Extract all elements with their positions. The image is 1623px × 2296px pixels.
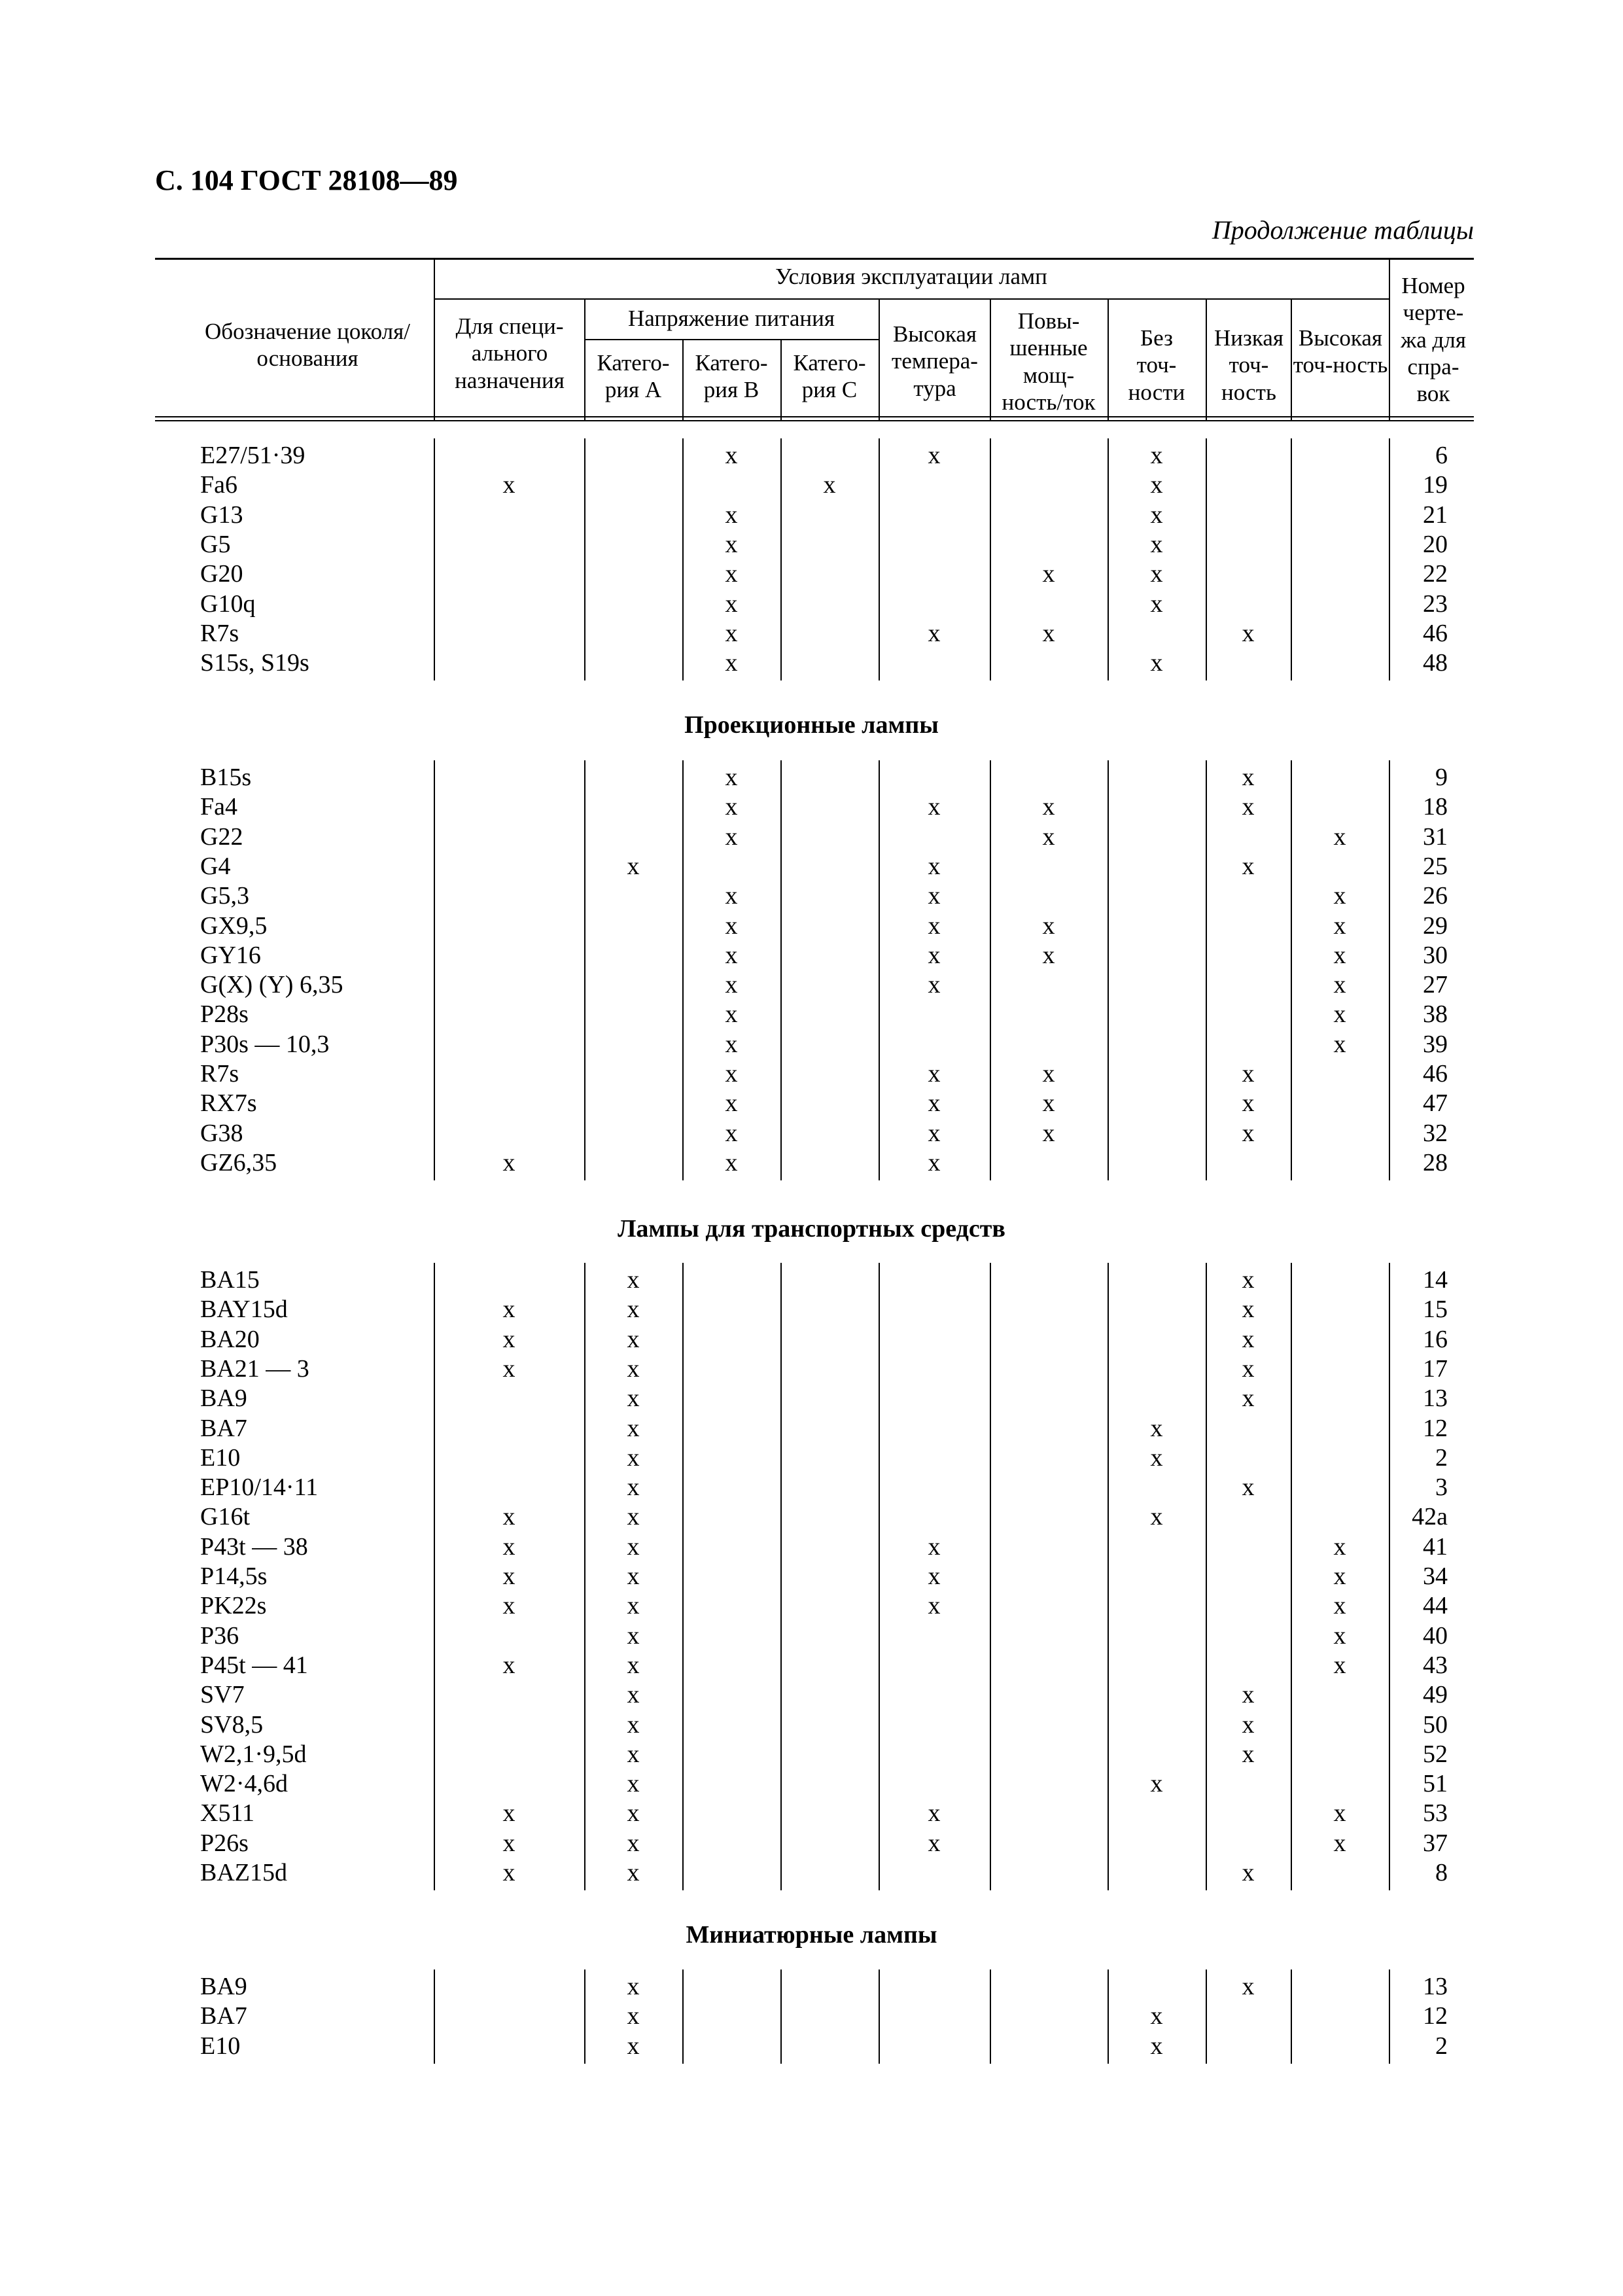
condition-mark: x (502, 1799, 515, 1828)
condition-mark: x (627, 1770, 640, 1798)
drawing-number: 40 (1423, 1621, 1448, 1650)
cap-designation: BAZ15d (200, 1859, 287, 1886)
cap-designation: P14,5s (200, 1563, 268, 1590)
condition-mark: x (725, 941, 738, 969)
condition-mark: x (1150, 2002, 1163, 2030)
condition-mark: x (1333, 822, 1346, 851)
condition-mark: x (725, 1089, 738, 1118)
drawing-number: 31 (1423, 822, 1448, 851)
drawing-number: 27 (1423, 971, 1448, 999)
condition-mark: x (627, 1592, 640, 1620)
table-row (0, 1443, 1623, 1473)
condition-mark: x (627, 1414, 640, 1442)
drawing-number: 29 (1423, 911, 1448, 940)
cap-designation: G16t (200, 1503, 250, 1531)
condition-mark: x (1042, 941, 1055, 969)
header-designation: Обозначение цоколя/основания (205, 319, 410, 372)
condition-mark: x (725, 882, 738, 910)
condition-mark: x (928, 1060, 941, 1087)
condition-mark: x (1150, 649, 1163, 677)
cap-designation: R7s (200, 1060, 239, 1087)
cap-designation: G(X) (Y) 6,35 (200, 971, 343, 999)
voltage-rule (584, 339, 879, 340)
header-high-precision: Высокая точ-ность (1293, 325, 1388, 378)
condition-mark: x (627, 1621, 640, 1650)
condition-mark: x (725, 619, 738, 647)
condition-mark: x (928, 971, 941, 999)
drawing-number: 43 (1423, 1651, 1448, 1679)
condition-mark: x (627, 1563, 640, 1590)
header-high-power: Повы-шенные мощ-ность/ток (1002, 308, 1096, 415)
table-row (0, 501, 1623, 530)
section-title: Проекционные лампы (684, 711, 939, 739)
condition-mark: x (627, 1681, 640, 1709)
condition-mark: x (1333, 971, 1346, 999)
drawing-number: 22 (1423, 560, 1448, 588)
condition-mark: x (928, 1563, 941, 1590)
condition-mark: x (627, 1325, 640, 1353)
cap-designation: P30s — 10,3 (200, 1030, 330, 1058)
drawing-number: 47 (1423, 1089, 1448, 1118)
condition-mark: x (1150, 1770, 1163, 1798)
condition-mark: x (627, 1799, 640, 1828)
drawing-number: 6 (1435, 442, 1448, 469)
drawing-number: 41 (1423, 1532, 1448, 1561)
drawing-number: 50 (1423, 1710, 1448, 1739)
header-divider (780, 339, 782, 420)
drawing-number: 16 (1423, 1325, 1448, 1353)
condition-mark: x (1242, 1681, 1255, 1709)
condition-mark: x (627, 2032, 640, 2060)
table-row (0, 792, 1623, 822)
header-conditions: Условия эксплуатации ламп (775, 264, 1047, 289)
cap-designation: P45t — 41 (200, 1651, 308, 1679)
condition-mark: x (725, 1000, 738, 1029)
header-drawing-number: Номер черте-жа для спра-вок (1401, 273, 1466, 407)
cap-designation: P36 (200, 1621, 239, 1650)
drawing-number: 48 (1423, 649, 1448, 677)
condition-mark: x (1242, 793, 1255, 821)
condition-mark: x (725, 1148, 738, 1176)
drawing-number: 34 (1423, 1563, 1448, 1590)
condition-mark: x (627, 1829, 640, 1857)
condition-mark: x (502, 1503, 515, 1531)
cap-designation: GZ6,35 (200, 1148, 277, 1176)
condition-mark: x (1242, 1474, 1255, 1502)
condition-mark: x (1242, 1973, 1255, 2000)
condition-mark: x (1242, 1354, 1255, 1383)
drawing-number: 9 (1435, 764, 1448, 791)
drawing-number: 25 (1423, 852, 1448, 880)
drawing-number: 13 (1423, 1385, 1448, 1413)
cap-designation: BA21 — 3 (200, 1354, 309, 1383)
table-row (0, 1059, 1623, 1089)
cap-designation: G5 (200, 530, 231, 558)
condition-mark: x (725, 590, 738, 618)
drawing-number: 18 (1423, 793, 1448, 821)
condition-mark: x (1242, 1089, 1255, 1118)
cap-designation: E10 (200, 1443, 241, 1472)
cap-designation: B15s (200, 764, 252, 791)
header-cat-b: Катего-рия В (695, 350, 768, 403)
condition-mark: x (1242, 1859, 1255, 1886)
drawing-number: 52 (1423, 1740, 1448, 1768)
table-row (0, 559, 1623, 589)
header-high-temp: Высокая темпера-тура (892, 321, 978, 401)
conditions-rule (434, 298, 1389, 300)
condition-mark: x (1242, 1060, 1255, 1087)
condition-mark: x (928, 941, 941, 969)
drawing-number: 28 (1423, 1148, 1448, 1176)
cap-designation: Fa6 (200, 471, 237, 499)
condition-mark: x (502, 1354, 515, 1383)
condition-mark: x (1242, 1740, 1255, 1768)
condition-mark: x (1150, 530, 1163, 558)
cap-designation: G20 (200, 560, 243, 588)
condition-mark: x (502, 471, 515, 499)
condition-mark: x (928, 1829, 941, 1857)
condition-mark: x (1333, 1532, 1346, 1561)
drawing-number: 42a (1412, 1503, 1448, 1531)
drawing-number: 19 (1423, 471, 1448, 499)
condition-mark: x (1150, 1443, 1163, 1472)
section-title: Миниатюрные лампы (686, 1921, 937, 1949)
condition-mark: x (1333, 1829, 1346, 1857)
drawing-number: 53 (1423, 1799, 1448, 1828)
condition-mark: x (1333, 1651, 1346, 1679)
header-divider (1108, 298, 1109, 420)
cap-designation: S15s, S19s (200, 649, 309, 677)
condition-mark: x (928, 793, 941, 821)
condition-mark: x (502, 1829, 515, 1857)
drawing-number: 12 (1423, 2002, 1448, 2030)
condition-mark: x (627, 1532, 640, 1561)
condition-mark: x (627, 852, 640, 880)
drawing-number: 15 (1423, 1296, 1448, 1324)
cap-designation: P28s (200, 1000, 249, 1029)
condition-mark: x (1150, 501, 1163, 529)
condition-mark: x (1042, 619, 1055, 647)
condition-mark: x (928, 619, 941, 647)
drawing-number: 14 (1423, 1266, 1448, 1294)
condition-mark: x (1042, 1089, 1055, 1118)
condition-mark: x (627, 1503, 640, 1531)
page-header: С. 104 ГОСТ 28108—89 (155, 164, 458, 196)
drawing-number: 17 (1423, 1354, 1448, 1383)
cap-designation: RX7s (200, 1089, 257, 1118)
cap-designation: X511 (200, 1799, 255, 1828)
condition-mark: x (502, 1296, 515, 1324)
condition-mark: x (725, 501, 738, 529)
condition-mark: x (725, 1119, 738, 1147)
cap-designation: SV7 (200, 1681, 245, 1709)
header-bottom-rule (155, 416, 1474, 417)
cap-designation: E27/51·39 (200, 442, 305, 469)
condition-mark: x (725, 442, 738, 469)
condition-mark: x (1042, 1060, 1055, 1087)
cap-designation: Fa4 (200, 793, 237, 821)
condition-mark: x (1150, 471, 1163, 499)
cap-designation: G13 (200, 501, 243, 529)
table-top-rule (155, 258, 1474, 260)
condition-mark: x (502, 1532, 515, 1561)
condition-mark: x (502, 1859, 515, 1886)
cap-designation: G22 (200, 822, 243, 851)
condition-mark: x (627, 1973, 640, 2000)
header-voltage: Напряжение питания (628, 306, 835, 331)
drawing-number: 21 (1423, 501, 1448, 529)
condition-mark: x (928, 1148, 941, 1176)
drawing-number: 46 (1423, 1060, 1448, 1087)
condition-mark: x (627, 1859, 640, 1886)
drawing-number: 23 (1423, 590, 1448, 618)
header-divider (1389, 258, 1390, 420)
condition-mark: x (1242, 1710, 1255, 1739)
cap-designation: BA20 (200, 1325, 260, 1353)
condition-mark: x (823, 471, 836, 499)
condition-mark: x (627, 1651, 640, 1679)
condition-mark: x (1150, 1414, 1163, 1442)
condition-mark: x (725, 560, 738, 588)
cap-designation: GX9,5 (200, 911, 268, 940)
cap-designation: G4 (200, 852, 231, 880)
drawing-number: 32 (1423, 1119, 1448, 1147)
condition-mark: x (1242, 852, 1255, 880)
condition-mark: x (1150, 1503, 1163, 1531)
cap-designation: P43t — 38 (200, 1532, 308, 1561)
condition-mark: x (627, 2002, 640, 2030)
cap-designation: BA9 (200, 1385, 247, 1413)
condition-mark: x (725, 971, 738, 999)
condition-mark: x (627, 1266, 640, 1294)
condition-mark: x (1242, 1325, 1255, 1353)
condition-mark: x (725, 530, 738, 558)
condition-mark: x (1333, 941, 1346, 969)
cap-designation: BA7 (200, 2002, 247, 2030)
condition-mark: x (627, 1710, 640, 1739)
condition-mark: x (502, 1148, 515, 1176)
cap-designation: BAY15d (200, 1296, 288, 1324)
cap-designation: G10q (200, 590, 256, 618)
condition-mark: x (627, 1443, 640, 1472)
drawing-number: 46 (1423, 619, 1448, 647)
condition-mark: x (627, 1740, 640, 1768)
drawing-number: 39 (1423, 1030, 1448, 1058)
condition-mark: x (1150, 442, 1163, 469)
drawing-number: 3 (1435, 1474, 1448, 1502)
header-bottom-rule-2 (155, 420, 1474, 421)
condition-mark: x (502, 1563, 515, 1590)
table-row (0, 1621, 1623, 1651)
condition-mark: x (928, 852, 941, 880)
header-divider (990, 298, 991, 420)
table-row (0, 852, 1623, 881)
drawing-number: 44 (1423, 1592, 1448, 1620)
cap-designation: G38 (200, 1119, 243, 1147)
condition-mark: x (627, 1296, 640, 1324)
condition-mark: x (1042, 793, 1055, 821)
header-cat-a: Катего-рия А (597, 350, 670, 403)
condition-mark: x (1242, 619, 1255, 647)
condition-mark: x (928, 1119, 941, 1147)
condition-mark: x (502, 1325, 515, 1353)
table-row (0, 1119, 1623, 1148)
condition-mark: x (1242, 1119, 1255, 1147)
condition-mark: x (1333, 911, 1346, 940)
condition-mark: x (1333, 1621, 1346, 1650)
condition-mark: x (725, 1030, 738, 1058)
section-title: Лампы для транспортных средств (618, 1215, 1005, 1243)
condition-mark: x (725, 793, 738, 821)
condition-mark: x (1242, 1266, 1255, 1294)
cap-designation: EP10/14·11 (200, 1474, 319, 1502)
condition-mark: x (1242, 1296, 1255, 1324)
cap-designation: W2·4,6d (200, 1770, 288, 1798)
condition-mark: x (928, 911, 941, 940)
condition-mark: x (502, 1651, 515, 1679)
header-special: Для специ-ального назначения (455, 313, 565, 393)
condition-mark: x (725, 649, 738, 677)
drawing-number: 2 (1435, 2032, 1448, 2060)
cap-designation: W2,1·9,5d (200, 1740, 307, 1768)
drawing-number: 26 (1423, 882, 1448, 910)
header-cat-c: Катего-рия С (793, 350, 866, 403)
condition-mark: x (1150, 560, 1163, 588)
condition-mark: x (928, 442, 941, 469)
condition-mark: x (627, 1354, 640, 1383)
condition-mark: x (502, 1592, 515, 1620)
drawing-number: 13 (1423, 1973, 1448, 2000)
condition-mark: x (1242, 1385, 1255, 1413)
cap-designation: BA7 (200, 1414, 247, 1442)
drawing-number: 49 (1423, 1681, 1448, 1709)
condition-mark: x (725, 1060, 738, 1087)
condition-mark: x (725, 764, 738, 791)
cap-designation: E10 (200, 2032, 241, 2060)
cap-designation: BA9 (200, 1973, 247, 2000)
condition-mark: x (928, 1799, 941, 1828)
condition-mark: x (1333, 1000, 1346, 1029)
condition-mark: x (1042, 911, 1055, 940)
header-low-precision: Низкая точ-ность (1214, 325, 1283, 405)
cap-designation: SV8,5 (200, 1710, 264, 1739)
table-row (0, 530, 1623, 559)
drawing-number: 38 (1423, 1000, 1448, 1029)
table-row (0, 822, 1623, 852)
condition-mark: x (1150, 2032, 1163, 2060)
drawing-number: 8 (1435, 1859, 1448, 1886)
condition-mark: x (1333, 1799, 1346, 1828)
cap-designation: G5,3 (200, 882, 249, 910)
condition-mark: x (1333, 1030, 1346, 1058)
drawing-number: 51 (1423, 1770, 1448, 1798)
condition-mark: x (1042, 560, 1055, 588)
condition-mark: x (928, 1532, 941, 1561)
drawing-number: 12 (1423, 1414, 1448, 1442)
table-row (0, 619, 1623, 648)
continuation-label: Продолжение таблицы (1212, 215, 1474, 245)
condition-mark: x (1042, 1119, 1055, 1147)
condition-mark: x (1333, 1592, 1346, 1620)
condition-mark: x (928, 882, 941, 910)
condition-mark: x (1242, 764, 1255, 791)
condition-mark: x (627, 1385, 640, 1413)
condition-mark: x (928, 1592, 941, 1620)
cap-designation: P26s (200, 1829, 249, 1857)
condition-mark: x (1333, 1563, 1346, 1590)
cap-designation: BA15 (200, 1266, 260, 1294)
condition-mark: x (725, 822, 738, 851)
condition-mark: x (1042, 822, 1055, 851)
condition-mark: x (1150, 590, 1163, 618)
condition-mark: x (928, 1089, 941, 1118)
condition-mark: x (725, 911, 738, 940)
condition-mark: x (627, 1474, 640, 1502)
drawing-number: 30 (1423, 941, 1448, 969)
drawing-number: 37 (1423, 1829, 1448, 1857)
header-no-precision: Без точ-ности (1128, 325, 1185, 405)
cap-designation: PK22s (200, 1592, 267, 1620)
header-divider (682, 339, 684, 420)
condition-mark: x (1333, 882, 1346, 910)
drawing-number: 20 (1423, 530, 1448, 558)
table-row (0, 2032, 1623, 2061)
drawing-number: 2 (1435, 1443, 1448, 1472)
cap-designation: GY16 (200, 941, 261, 969)
cap-designation: R7s (200, 619, 239, 647)
